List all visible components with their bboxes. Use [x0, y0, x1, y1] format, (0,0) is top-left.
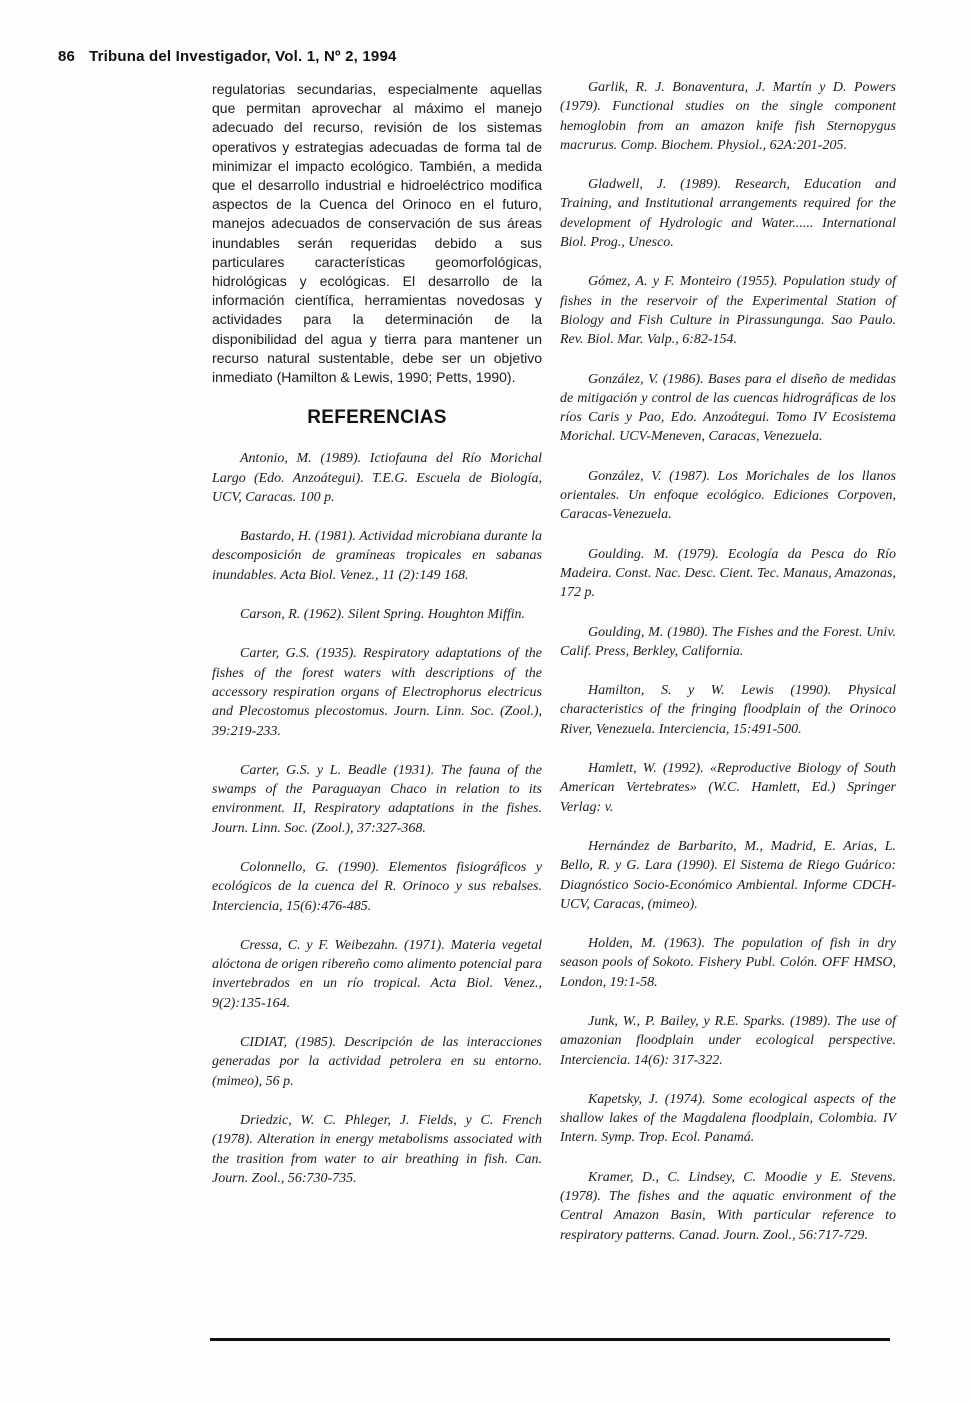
running-header: [58, 48, 397, 65]
reference-item: Driedzic, W. C. Phleger, J. Fields, y C. French (1978). Alteration in energy metabolisms associated with the trasition from water to air breathing in fish. Can. Journ. Zool., 56:730-735.: [212, 1112, 542, 1186]
right-column: [560, 78, 896, 1265]
reference-item: González, V. (1986). Bases para el diseño de medidas de mitigación y control de las cuencas hidrográficas de los ríos Caris y Pao, Edo. Anzoátegui. Tomo IV Ecosistema Morichal. UCV-Meneven, Caracas, Venezuela.: [560, 371, 896, 445]
reference-item: Carson, R. (1962). Silent Spring. Houghton Miffin.: [240, 607, 526, 623]
journal-title: Tribuna del Investigador, Vol. 1, Nº 2, 1994: [89, 48, 397, 65]
references-heading: REFERENCIAS: [307, 407, 447, 429]
reference-item: Goulding, M. (1980). The Fishes and the Forest. Univ. Calif. Press, Berkley, California.: [560, 624, 896, 659]
footer-rule: [210, 1338, 890, 1341]
references-list-left: [212, 449, 542, 1188]
reference-item: Garlik, R. J. Bonaventura, J. Martín y D. Powers (1979). Functional studies on the single component hemoglobin from an amazon knife fish Sternopygus macrurus. Comp. Biochem. Physiol., 62A:201-205.: [560, 80, 896, 153]
page-number: 86: [58, 48, 76, 65]
reference-item: Hernández de Barbarito, M., Madrid, E. Arias, L. Bello, R. y G. Lara (1990). El Sistema de Riego Guárico: Diagnóstico Socio-Económico Ambiental. Informe CDCH-UCV, Caracas, (mimeo).: [560, 838, 896, 912]
reference-item: Carter, G.S. y L. Beadle (1931). The fauna of the swamps of the Paraguayan Chaco in relation to its environment. II, Respiratory adaptations in the fishes. Journ. Linn. Soc. (Zool.), 37:327-368.: [212, 762, 542, 836]
reference-item: González, V. (1987). Los Morichales de los llanos orientales. Un enfoque ecológico. Ediciones Corpoven, Caracas-Venezuela.: [560, 468, 896, 523]
reference-item: Hamilton, S. y W. Lewis (1990). Physical characteristics of the fringing floodplain of the Orinoco River, Venezuela. Interciencia, 15:491-500.: [560, 683, 896, 737]
reference-item: Holden, M. (1963). The population of fish in dry season pools of Sokoto. Fishery Publ. Colón. OFF HMSO, London, 19:1-58.: [560, 936, 896, 990]
reference-item: Cressa, C. y F. Weibezahn. (1971). Materia vegetal alóctona de origen ribereño como alimento potencial para invertebrados en un río tropical. Acta Biol. Venez., 9(2):135-164.: [212, 937, 542, 1011]
reference-item: Colonnello, G. (1990). Elementos fisiográficos y ecológicos de la cuenca del R. Orinoco y sus rebalses. Interciencia, 15(6):476-485.: [212, 860, 542, 914]
left-column: [212, 80, 542, 1208]
reference-item: Bastardo, H. (1981). Actividad microbiana durante la descomposición de gramíneas tropicales en sabanas inundables. Acta Biol. Venez., 11 (2):149 168.: [212, 529, 542, 583]
reference-item: Antonio, M. (1989). Ictiofauna del Río Morichal Largo (Edo. Anzoátegui). T.E.G. Escuela de Biología, UCV, Caracas. 100 p.: [212, 451, 542, 505]
reference-item: Hamlett, W. (1992). «Reproductive Biology of South American Vertebrates» (W.C. Hamlett, Ed.) Springer Verlag: v.: [560, 761, 896, 815]
reference-item: Kramer, D., C. Lindsey, C. Moodie y E. Stevens. (1978). The fishes and the aquatic environment of the Central Amazon Basin, With particular reference to respiratory patterns. Canad. Journ. Zool., 56:717-729.: [560, 1169, 896, 1243]
references-list-right: [560, 78, 896, 1245]
reference-item: Junk, W., P. Bailey, y R.E. Sparks. (1989). The use of amazonian floodplain under ecological perspective. Interciencia. 14(6): 317-322.: [560, 1013, 896, 1068]
reference-item: CIDIAT, (1985). Descripción de las interacciones generadas por la actividad petrolera en su entorno. (mimeo), 56 p.: [212, 1035, 542, 1089]
reference-item: Goulding. M. (1979). Ecología da Pesca do Río Madeira. Const. Nac. Desc. Cient. Tec. Manaus, Amazonas, 172 p.: [560, 546, 896, 601]
reference-item: Gladwell, J. (1989). Research, Education and Training, and Institutional arrangements required for the development of Hydrologic and Water...... International Biol. Prog., Unesco.: [560, 177, 896, 251]
body-paragraph: regulatorias secundarias, especialmente aquellas que permitan aprovechar al máximo el manejo adecuado del recurso, revisión de los sistemas operativos y estrategias adecuadas de forma tal de minimizar el impacto ecológico. También, a medida que el desarrollo industrial e hidroeléctrico modifica aspectos de la Cuenca del Orinoco en el futuro, manejos adecuados de conservación de sus áreas inundables serán requeridas debido a sus particulares características geomorfológicas, hidrológicas y ecológicas. El desarrollo de la información científica, herramientas novedosas y actividades para la determinación de la disponibilidad del agua y tierra para mantener un recurso natural sustentable, debe ser un objetivo inmediato (Hamilton & Lewis, 1990; Petts, 1990).: [212, 81, 542, 386]
reference-item: Carter, G.S. (1935). Respiratory adaptations of the fishes of the forest waters with descriptions of the accessory respiration organs of Electrophorus electricus and Plecostomus plecostomus. Journ. Linn. Soc. (Zool.), 39:219-233.: [212, 646, 542, 739]
reference-item: Kapetsky, J. (1974). Some ecological aspects of the shallow lakes of the Magdalena floodplain, Colombia. IV Intern. Symp. Trop. Ecol. Panamá.: [560, 1091, 896, 1146]
reference-item: Gómez, A. y F. Monteiro (1955). Population study of fishes in the reservoir of the Experimental Station of Biology and Fish Culture in Pirassungunga. Sao Paulo. Rev. Biol. Mar. Valp., 6:82-154.: [560, 274, 896, 348]
